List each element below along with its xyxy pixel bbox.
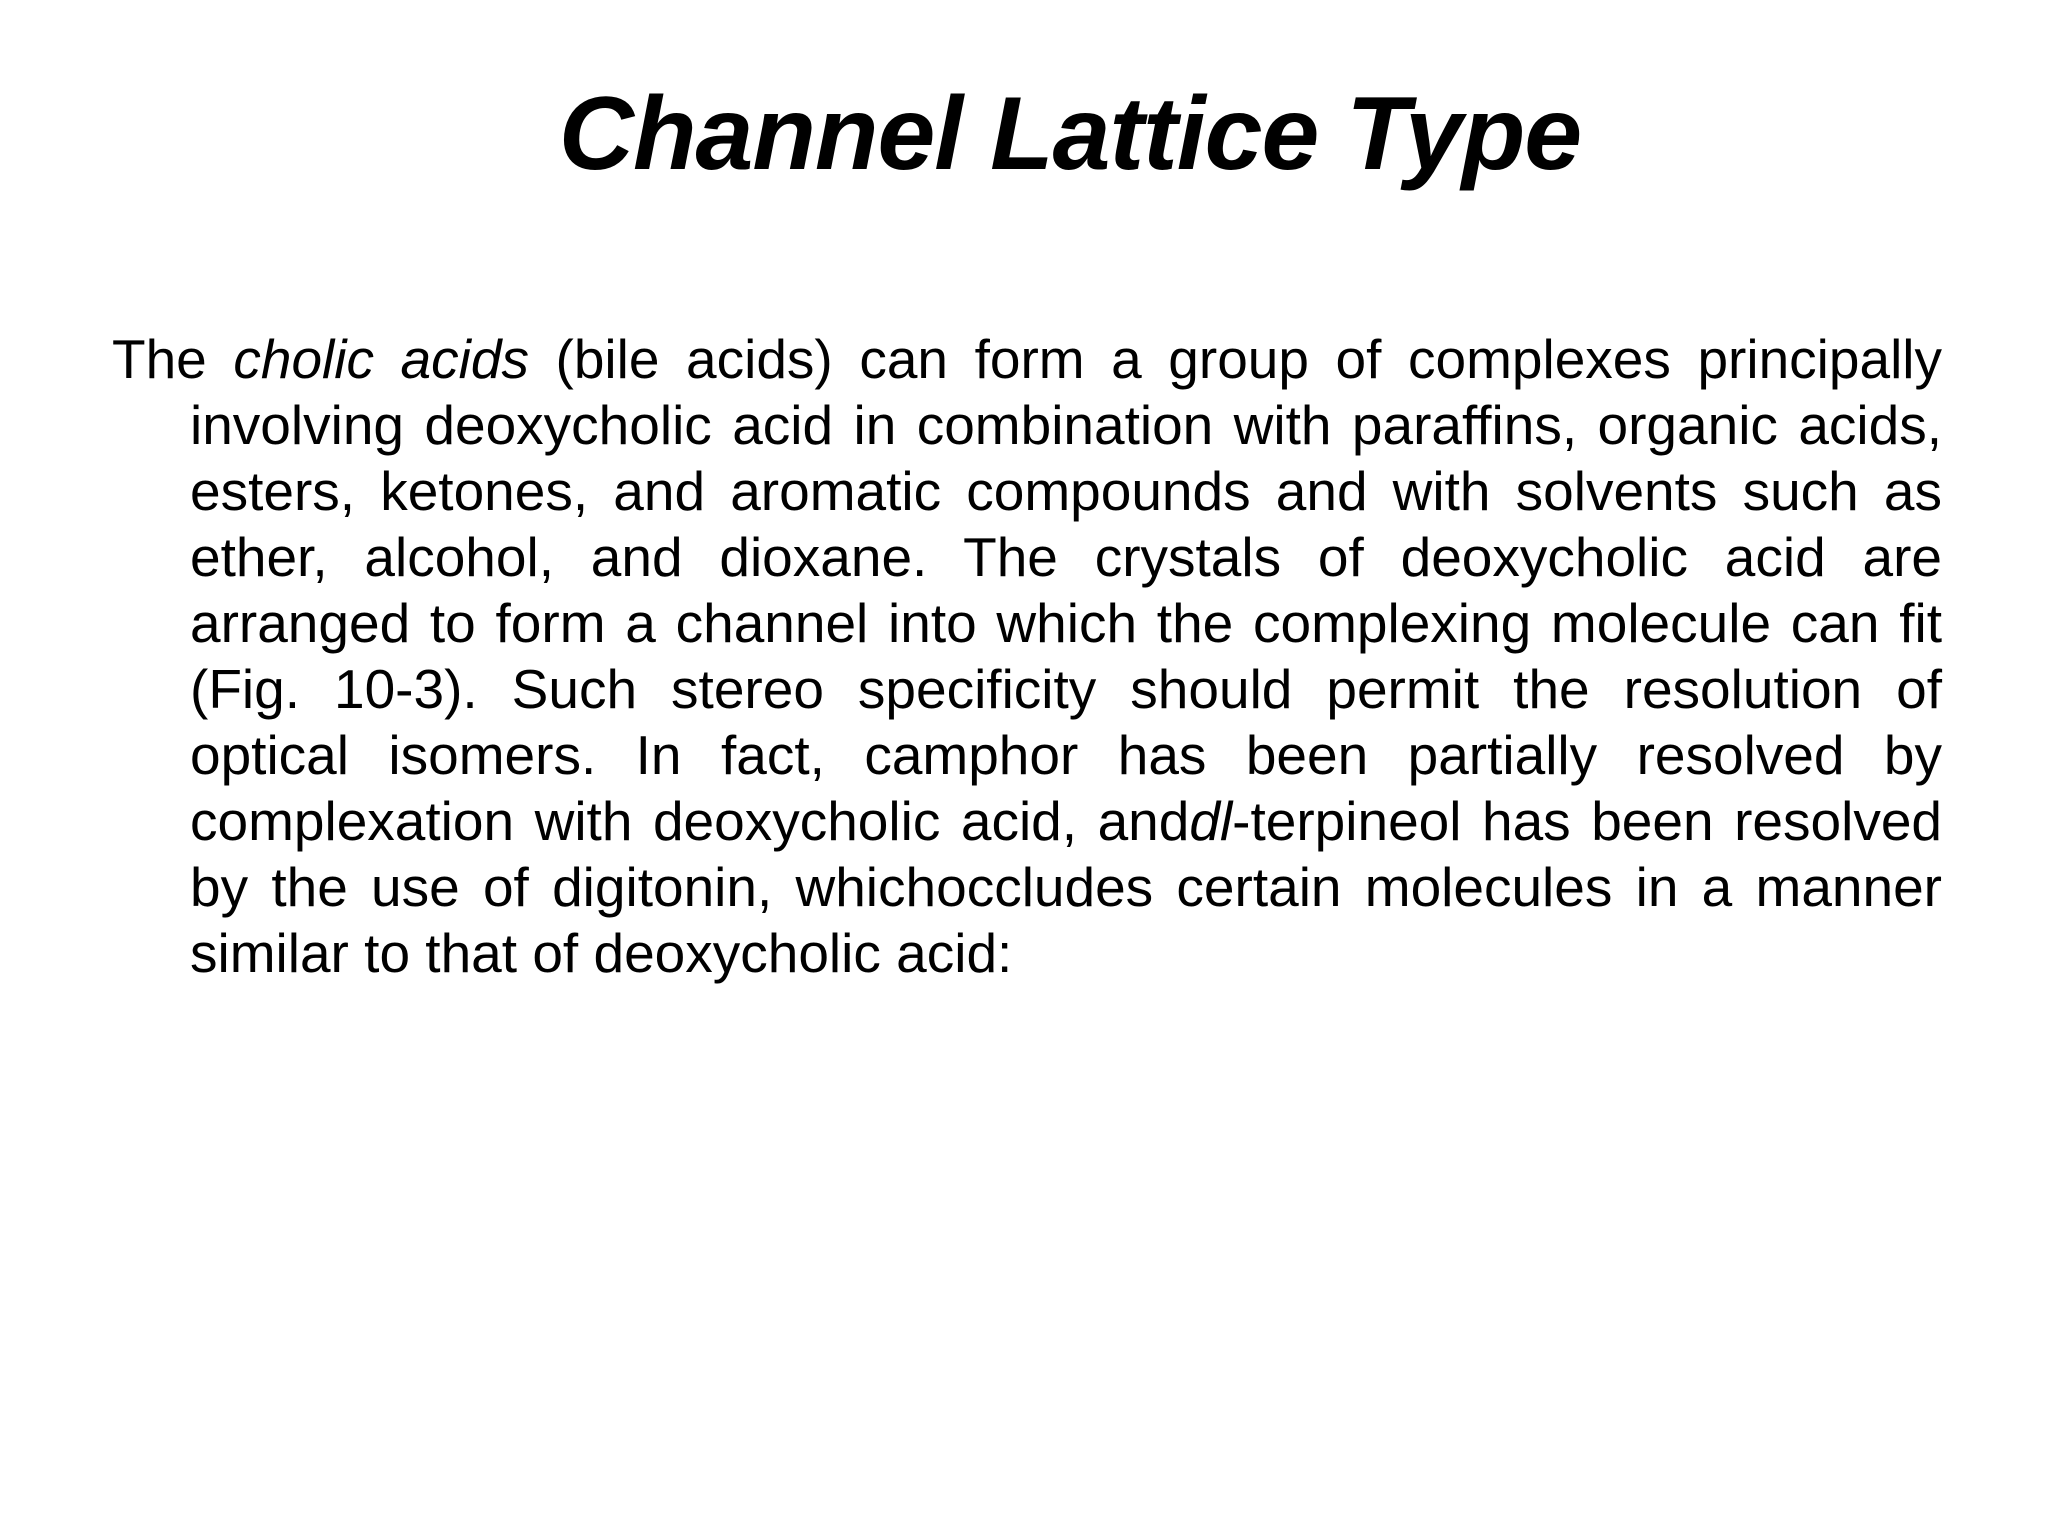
body-paragraph bbox=[112, 326, 1942, 986]
paragraph-italic-term: dl bbox=[1189, 790, 1233, 852]
paragraph-text: -terpineol has been resolved by the use of digitonin, whichoccludes certain molecules in a manner similar to that of deoxycholic acid: bbox=[190, 790, 1942, 984]
paragraph-text: The bbox=[112, 328, 234, 390]
paragraph-text: (bile acids) can form a group of complexes principally involving deoxycholic acid in combination with paraffins, organic acids, esters, ketones, and aromatic compounds and with solvents such as ether, alcohol, and dioxane. The crystals of deoxycholic acid are arranged to form a channel into which the complexing molecule can fit (Fig. 10-3). Such stereo specificity should permit the resolution of optical isomers. In fact, camphor has been partially resolved by complexation with deoxycholic acid, and bbox=[190, 328, 1943, 852]
slide-title: Channel Lattice Type bbox=[558, 76, 1582, 192]
paragraph-italic-term: cholic acids bbox=[233, 328, 529, 390]
